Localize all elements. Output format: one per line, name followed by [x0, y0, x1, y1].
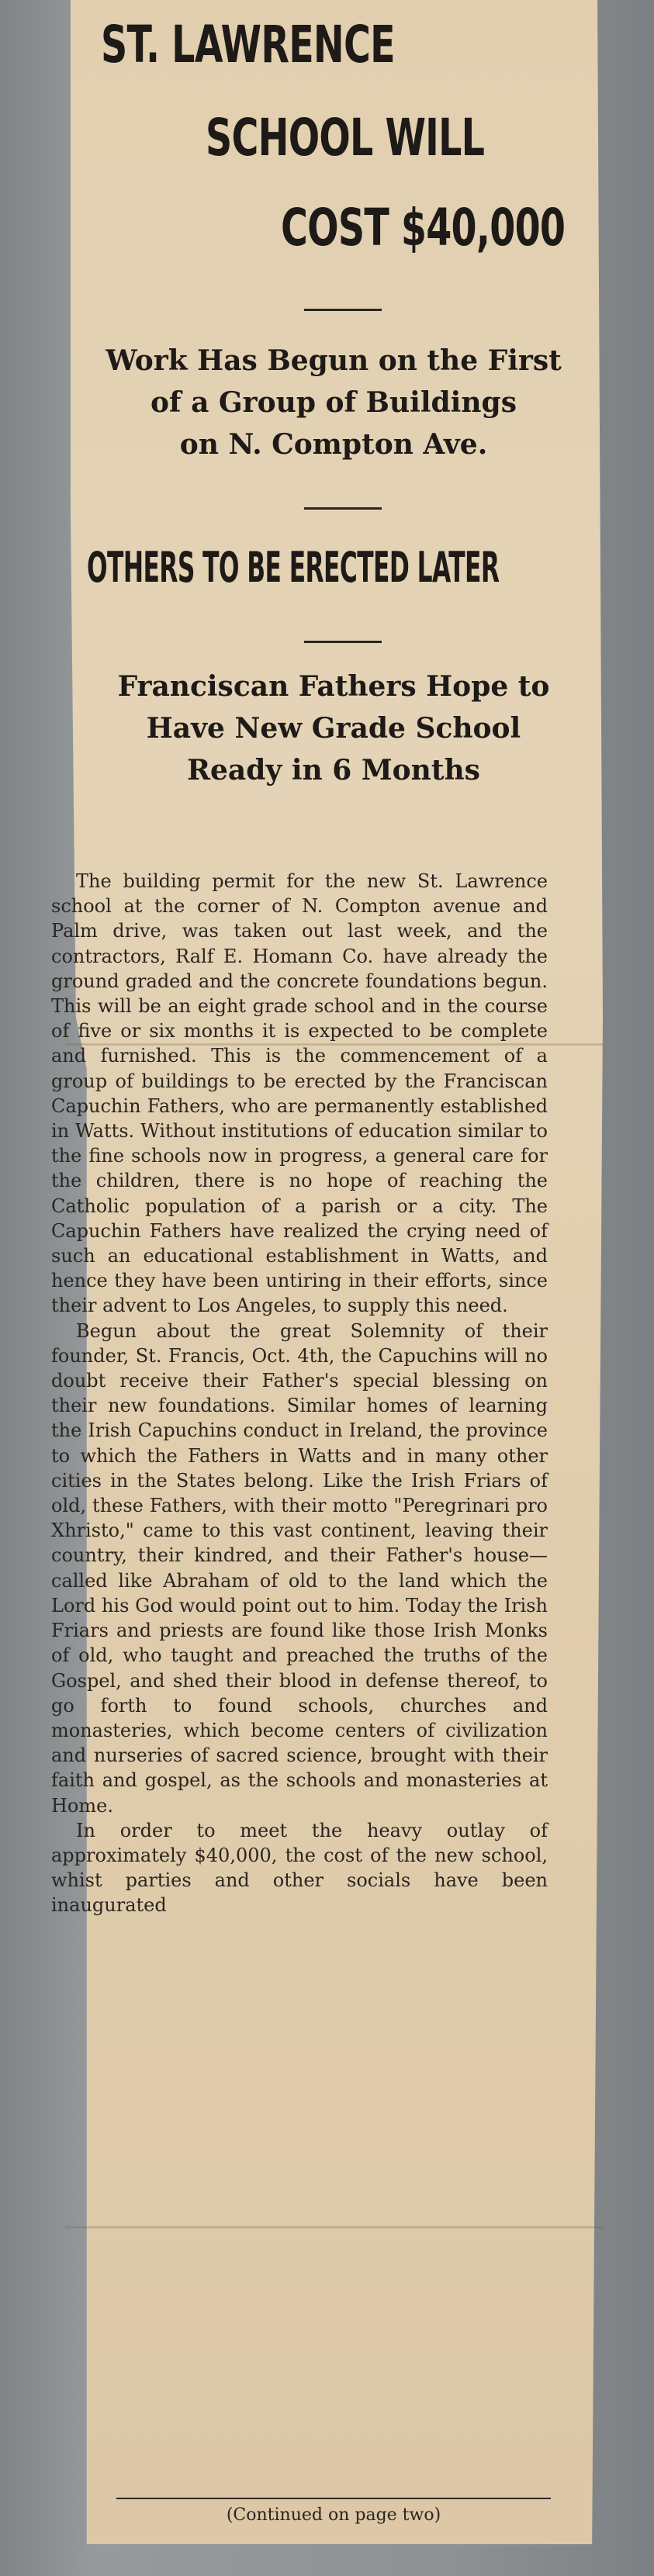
deck-1	[78, 340, 590, 465]
divider-rule	[304, 507, 382, 510]
article-paragraph: The building permit for the new St. Lawrence school at the corner of N. Compton avenue and Palm drive, was taken out last week, and the contractors, Ralf E. Homann Co. have already the ground graded and the concrete foundations begun. This will be an eight grade school and in the course of five or six months it is expected to be complete and furnished. This is the commencement of a group of buildings to be erected by the Franciscan Capuchin Fathers, who are permanently established in Watts. Without institutions of education similar to the fine schools now in progress, a general care for the children, there is no hope of reaching the Catholic population of a parish or a city. The Capuchin Fathers have realized the crying need of such an educational establishment in Watts, and hence they have been untiring in their efforts, since their advent to Los Angeles, to supply this need.	[51, 870, 548, 1317]
article-paragraph: In order to meet the heavy outlay of approximately $40,000, the cost of the new school, whist parties and other socials have been inaugurated	[51, 1819, 548, 1917]
divider-rule	[304, 641, 382, 643]
headline-line-3: COST $40,000	[281, 198, 566, 258]
footer-rule	[116, 2498, 551, 2499]
subhead: OTHERS TO BE ERECTED LATER	[87, 543, 500, 592]
continued-note: (Continued on page two)	[226, 2505, 441, 2525]
fold-crease	[65, 2226, 603, 2228]
deck-1-line-1: Work Has Begun on the First	[106, 344, 562, 377]
divider-rule	[304, 309, 382, 311]
deck-2-line-1: Franciscan Fathers Hope to	[117, 670, 550, 703]
headline-line-2: SCHOOL WILL	[206, 108, 485, 168]
deck-1-line-2: of a Group of Buildings	[151, 386, 517, 419]
deck-2-line-2: Have New Grade School	[146, 712, 521, 745]
article-paragraph: Begun about the great Solemnity of their founder, St. Francis, Oct. 4th, the Capuchins will no doubt receive their Father's special blessing on their new foundations. Similar homes of learning the Irish Capuchins conduct in Ireland, the province to which the Fathers in Watts and in many other cities in the States belong. Like the Irish Friars of old, these Fathers, with their motto "Peregrinari pro Xhristo," came to this vast continent, leaving their country, their kindred, and their Father's house—called like Abraham of old to the land which the Lord his God would point out to him. Today the Irish Friars and priests are found like those Irish Monks of old, who taught and preached the truths of the Gospel, and shed their blood in defense thereof, to go forth to found schools, churches and monasteries, which become centers of civilization and nurseries of sacred science, brought with their faith and gospel, as the schools and monasteries at Home.	[51, 1319, 548, 1817]
article-body	[51, 869, 548, 1918]
deck-2	[78, 666, 590, 791]
deck-2-line-3: Ready in 6 Months	[187, 754, 480, 787]
headline-line-1: ST. LAWRENCE	[101, 15, 395, 74]
deck-1-line-3: on N. Compton Ave.	[179, 428, 488, 461]
